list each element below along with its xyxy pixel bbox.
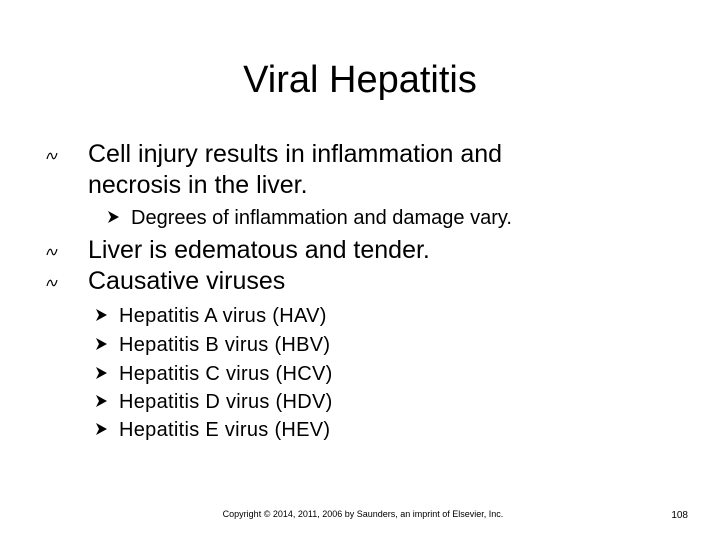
copyright-footer: Copyright © 2014, 2011, 2006 by Saunders, an imprint of Elsevier, Inc.	[222, 509, 504, 519]
bullet-icon	[46, 152, 58, 160]
arrow-bullet-icon	[95, 308, 108, 322]
sub-bullet-text: Hepatitis B virus (HBV)	[119, 334, 331, 356]
slide-title: Viral Hepatitis	[243, 59, 477, 101]
bullet-icon	[46, 279, 58, 287]
bullet-item-cell-injury	[46, 139, 646, 201]
arrow-bullet-icon	[95, 422, 108, 436]
arrow-bullet-icon	[95, 366, 108, 380]
sub-bullet-text: Hepatitis A virus (HAV)	[119, 305, 327, 327]
sub-bullet-text: Hepatitis C virus (HCV)	[119, 363, 333, 385]
sub-bullet-text: Hepatitis D virus (HDV)	[119, 391, 333, 413]
bullet-text: Causative viruses	[88, 267, 286, 295]
arrow-bullet-icon	[95, 337, 108, 351]
sub-bullet-text: Degrees of inflammation and damage vary.	[131, 207, 512, 229]
page-number: 108	[671, 510, 688, 521]
arrow-bullet-icon	[107, 210, 120, 224]
bullet-text-line1: Cell injury results in inflammation and	[88, 140, 503, 168]
bullet-item-liver	[46, 235, 646, 266]
sub-bullet-text: Hepatitis E virus (HEV)	[119, 419, 331, 441]
bullet-text: Liver is edematous and tender.	[88, 236, 430, 264]
bullet-icon	[46, 248, 58, 256]
bullet-text-line2: necrosis in the liver.	[88, 171, 308, 199]
bullet-item-causative-viruses	[46, 266, 646, 297]
arrow-bullet-icon	[95, 394, 108, 408]
